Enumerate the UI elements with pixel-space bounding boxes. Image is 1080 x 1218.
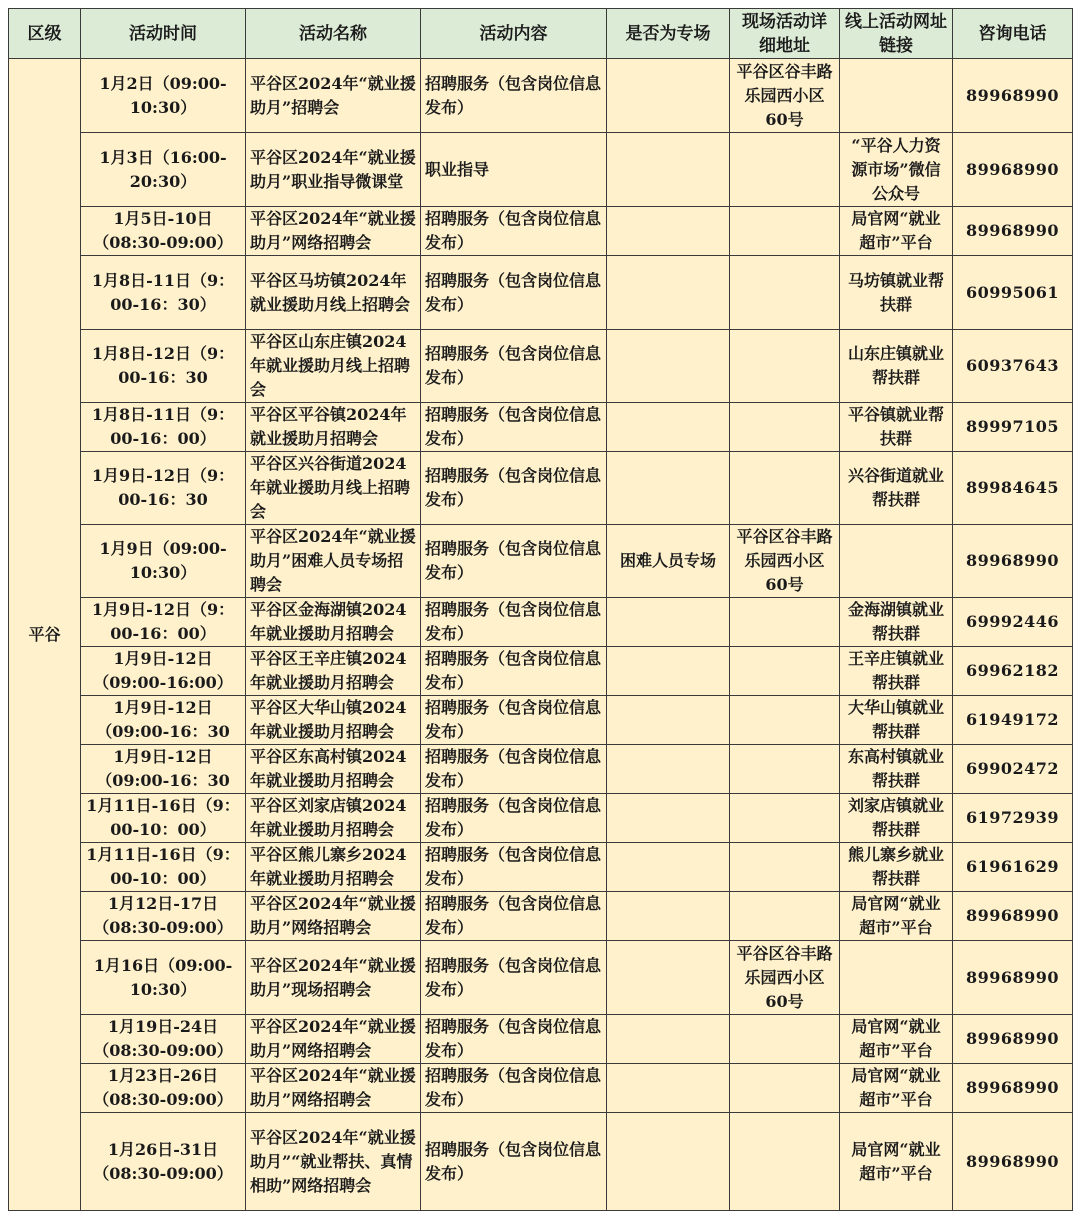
time-cell: 1月11日-16日（9：00-10：00） bbox=[81, 843, 246, 892]
online-cell: 王辛庄镇就业帮扶群 bbox=[840, 647, 953, 696]
phone-cell: 61949172 bbox=[953, 696, 1073, 745]
header-district: 区级 bbox=[9, 9, 81, 59]
address-cell bbox=[730, 330, 840, 403]
table-row bbox=[9, 1015, 1073, 1064]
special-cell bbox=[607, 207, 730, 256]
special-cell bbox=[607, 745, 730, 794]
activity-schedule-table bbox=[8, 8, 1073, 1211]
phone-cell: 60937643 bbox=[953, 330, 1073, 403]
table-row bbox=[9, 452, 1073, 525]
special-cell bbox=[607, 1064, 730, 1113]
time-cell: 1月8日-11日（9：00-16：00） bbox=[81, 403, 246, 452]
name-cell: 平谷区2024年“就业援助月”网络招聘会 bbox=[246, 892, 421, 941]
time-cell: 1月5日-10日（08:30-09:00） bbox=[81, 207, 246, 256]
table-body bbox=[9, 59, 1073, 1211]
phone-cell: 89968990 bbox=[953, 1015, 1073, 1064]
name-cell: 平谷区2024年“就业援助月”现场招聘会 bbox=[246, 941, 421, 1015]
online-cell: 大华山镇就业帮扶群 bbox=[840, 696, 953, 745]
name-cell: 平谷区兴谷街道2024年就业援助月线上招聘会 bbox=[246, 452, 421, 525]
online-cell bbox=[840, 525, 953, 598]
table-row bbox=[9, 598, 1073, 647]
table-row bbox=[9, 892, 1073, 941]
time-cell: 1月9日-12日（9：00-16：30 bbox=[81, 452, 246, 525]
name-cell: 平谷区2024年“就业援助月”网络招聘会 bbox=[246, 1015, 421, 1064]
address-cell bbox=[730, 745, 840, 794]
phone-cell: 89968990 bbox=[953, 207, 1073, 256]
content-cell: 招聘服务（包含岗位信息发布） bbox=[421, 1064, 607, 1113]
name-cell: 平谷区2024年“就业援助月”网络招聘会 bbox=[246, 1064, 421, 1113]
online-cell: 金海湖镇就业帮扶群 bbox=[840, 598, 953, 647]
table-row bbox=[9, 1113, 1073, 1211]
special-cell bbox=[607, 843, 730, 892]
table-row bbox=[9, 941, 1073, 1015]
name-cell: 平谷区2024年“就业援助月”“就业帮扶、真情相助”网络招聘会 bbox=[246, 1113, 421, 1211]
phone-cell: 89968990 bbox=[953, 59, 1073, 133]
table-row bbox=[9, 403, 1073, 452]
address-cell bbox=[730, 1064, 840, 1113]
name-cell: 平谷区金海湖镇2024年就业援助月招聘会 bbox=[246, 598, 421, 647]
content-cell: 招聘服务（包含岗位信息发布） bbox=[421, 843, 607, 892]
time-cell: 1月9日（09:00-10:30） bbox=[81, 525, 246, 598]
online-cell: 局官网“就业超市”平台 bbox=[840, 207, 953, 256]
phone-cell: 89968990 bbox=[953, 1064, 1073, 1113]
content-cell: 招聘服务（包含岗位信息发布） bbox=[421, 525, 607, 598]
online-cell: 兴谷街道就业帮扶群 bbox=[840, 452, 953, 525]
address-cell: 平谷区谷丰路乐园西小区60号 bbox=[730, 59, 840, 133]
table-row bbox=[9, 843, 1073, 892]
special-cell bbox=[607, 941, 730, 1015]
address-cell: 平谷区谷丰路乐园西小区60号 bbox=[730, 525, 840, 598]
special-cell bbox=[607, 133, 730, 207]
special-cell bbox=[607, 256, 730, 330]
time-cell: 1月9日-12日（9：00-16：00） bbox=[81, 598, 246, 647]
time-cell: 1月9日-12日（09:00-16：30 bbox=[81, 745, 246, 794]
phone-cell: 89968990 bbox=[953, 133, 1073, 207]
special-cell bbox=[607, 647, 730, 696]
content-cell: 招聘服务（包含岗位信息发布） bbox=[421, 892, 607, 941]
name-cell: 平谷区山东庄镇2024年就业援助月线上招聘会 bbox=[246, 330, 421, 403]
name-cell: 平谷区2024年“就业援助月”网络招聘会 bbox=[246, 207, 421, 256]
phone-cell: 61972939 bbox=[953, 794, 1073, 843]
special-cell: 困难人员专场 bbox=[607, 525, 730, 598]
online-cell: 局官网“就业超市”平台 bbox=[840, 1064, 953, 1113]
content-cell: 招聘服务（包含岗位信息发布） bbox=[421, 941, 607, 1015]
time-cell: 1月8日-12日（9：00-16：30 bbox=[81, 330, 246, 403]
online-cell bbox=[840, 59, 953, 133]
online-cell: 刘家店镇就业帮扶群 bbox=[840, 794, 953, 843]
name-cell: 平谷区刘家店镇2024年就业援助月招聘会 bbox=[246, 794, 421, 843]
district-cell: 平谷 bbox=[9, 59, 81, 1211]
header-name: 活动名称 bbox=[246, 9, 421, 59]
name-cell: 平谷区2024年“就业援助月”困难人员专场招聘会 bbox=[246, 525, 421, 598]
address-cell bbox=[730, 892, 840, 941]
online-cell: 局官网“就业超市”平台 bbox=[840, 1113, 953, 1211]
address-cell bbox=[730, 452, 840, 525]
table-row bbox=[9, 745, 1073, 794]
online-cell: “平谷人力资源市场”微信公众号 bbox=[840, 133, 953, 207]
special-cell bbox=[607, 794, 730, 843]
phone-cell: 69962182 bbox=[953, 647, 1073, 696]
phone-cell: 89968990 bbox=[953, 1113, 1073, 1211]
table-row bbox=[9, 794, 1073, 843]
content-cell: 招聘服务（包含岗位信息发布） bbox=[421, 696, 607, 745]
table-row bbox=[9, 133, 1073, 207]
time-cell: 1月26日-31日（08:30-09:00） bbox=[81, 1113, 246, 1211]
content-cell: 招聘服务（包含岗位信息发布） bbox=[421, 794, 607, 843]
address-cell bbox=[730, 696, 840, 745]
address-cell bbox=[730, 207, 840, 256]
content-cell: 招聘服务（包含岗位信息发布） bbox=[421, 1015, 607, 1064]
content-cell: 招聘服务（包含岗位信息发布） bbox=[421, 647, 607, 696]
online-cell: 山东庄镇就业帮扶群 bbox=[840, 330, 953, 403]
special-cell bbox=[607, 452, 730, 525]
special-cell bbox=[607, 696, 730, 745]
table-row bbox=[9, 59, 1073, 133]
special-cell bbox=[607, 330, 730, 403]
content-cell: 招聘服务（包含岗位信息发布） bbox=[421, 256, 607, 330]
special-cell bbox=[607, 403, 730, 452]
content-cell: 招聘服务（包含岗位信息发布） bbox=[421, 330, 607, 403]
content-cell: 招聘服务（包含岗位信息发布） bbox=[421, 745, 607, 794]
content-cell: 招聘服务（包含岗位信息发布） bbox=[421, 598, 607, 647]
phone-cell: 89997105 bbox=[953, 403, 1073, 452]
time-cell: 1月16日（09:00-10:30） bbox=[81, 941, 246, 1015]
table-row bbox=[9, 525, 1073, 598]
address-cell bbox=[730, 1113, 840, 1211]
name-cell: 平谷区熊儿寨乡2024年就业援助月招聘会 bbox=[246, 843, 421, 892]
name-cell: 平谷区大华山镇2024年就业援助月招聘会 bbox=[246, 696, 421, 745]
online-cell: 局官网“就业超市”平台 bbox=[840, 1015, 953, 1064]
header-special: 是否为专场 bbox=[607, 9, 730, 59]
content-cell: 招聘服务（包含岗位信息发布） bbox=[421, 207, 607, 256]
special-cell bbox=[607, 1113, 730, 1211]
table-row bbox=[9, 647, 1073, 696]
phone-cell: 89968990 bbox=[953, 941, 1073, 1015]
special-cell bbox=[607, 59, 730, 133]
phone-cell: 69902472 bbox=[953, 745, 1073, 794]
name-cell: 平谷区马坊镇2024年就业援助月线上招聘会 bbox=[246, 256, 421, 330]
content-cell: 招聘服务（包含岗位信息发布） bbox=[421, 403, 607, 452]
name-cell: 平谷区2024年“就业援助月”职业指导微课堂 bbox=[246, 133, 421, 207]
name-cell: 平谷区平谷镇2024年就业援助月招聘会 bbox=[246, 403, 421, 452]
time-cell: 1月2日（09:00-10:30） bbox=[81, 59, 246, 133]
phone-cell: 61961629 bbox=[953, 843, 1073, 892]
content-cell: 职业指导 bbox=[421, 133, 607, 207]
address-cell bbox=[730, 403, 840, 452]
phone-cell: 89984645 bbox=[953, 452, 1073, 525]
address-cell bbox=[730, 598, 840, 647]
content-cell: 招聘服务（包含岗位信息发布） bbox=[421, 452, 607, 525]
time-cell: 1月23日-26日（08:30-09:00） bbox=[81, 1064, 246, 1113]
address-cell bbox=[730, 133, 840, 207]
name-cell: 平谷区东高村镇2024年就业援助月招聘会 bbox=[246, 745, 421, 794]
table-row bbox=[9, 330, 1073, 403]
special-cell bbox=[607, 1015, 730, 1064]
header-online: 线上活动网址链接 bbox=[840, 9, 953, 59]
table-row bbox=[9, 696, 1073, 745]
content-cell: 招聘服务（包含岗位信息发布） bbox=[421, 1113, 607, 1211]
time-cell: 1月9日-12日（09:00-16:00） bbox=[81, 647, 246, 696]
online-cell: 东高村镇就业帮扶群 bbox=[840, 745, 953, 794]
special-cell bbox=[607, 598, 730, 647]
header-content: 活动内容 bbox=[421, 9, 607, 59]
header-row bbox=[9, 9, 1073, 59]
address-cell bbox=[730, 256, 840, 330]
online-cell bbox=[840, 941, 953, 1015]
address-cell bbox=[730, 794, 840, 843]
phone-cell: 89968990 bbox=[953, 892, 1073, 941]
address-cell bbox=[730, 647, 840, 696]
table-row bbox=[9, 207, 1073, 256]
content-cell: 招聘服务（包含岗位信息发布） bbox=[421, 59, 607, 133]
table-row bbox=[9, 1064, 1073, 1113]
header-phone: 咨询电话 bbox=[953, 9, 1073, 59]
online-cell: 马坊镇就业帮扶群 bbox=[840, 256, 953, 330]
address-cell bbox=[730, 1015, 840, 1064]
phone-cell: 69992446 bbox=[953, 598, 1073, 647]
time-cell: 1月12日-17日（08:30-09:00） bbox=[81, 892, 246, 941]
time-cell: 1月11日-16日（9：00-10：00） bbox=[81, 794, 246, 843]
address-cell bbox=[730, 843, 840, 892]
online-cell: 平谷镇就业帮扶群 bbox=[840, 403, 953, 452]
phone-cell: 89968990 bbox=[953, 525, 1073, 598]
address-cell: 平谷区谷丰路乐园西小区60号 bbox=[730, 941, 840, 1015]
phone-cell: 60995061 bbox=[953, 256, 1073, 330]
name-cell: 平谷区王辛庄镇2024年就业援助月招聘会 bbox=[246, 647, 421, 696]
name-cell: 平谷区2024年“就业援助月”招聘会 bbox=[246, 59, 421, 133]
header-time: 活动时间 bbox=[81, 9, 246, 59]
special-cell bbox=[607, 892, 730, 941]
online-cell: 局官网“就业超市”平台 bbox=[840, 892, 953, 941]
header-address: 现场活动详细地址 bbox=[730, 9, 840, 59]
time-cell: 1月3日（16:00-20:30） bbox=[81, 133, 246, 207]
time-cell: 1月19日-24日（08:30-09:00） bbox=[81, 1015, 246, 1064]
time-cell: 1月9日-12日（09:00-16：30 bbox=[81, 696, 246, 745]
online-cell: 熊儿寨乡就业帮扶群 bbox=[840, 843, 953, 892]
time-cell: 1月8日-11日（9：00-16：30） bbox=[81, 256, 246, 330]
table-row bbox=[9, 256, 1073, 330]
